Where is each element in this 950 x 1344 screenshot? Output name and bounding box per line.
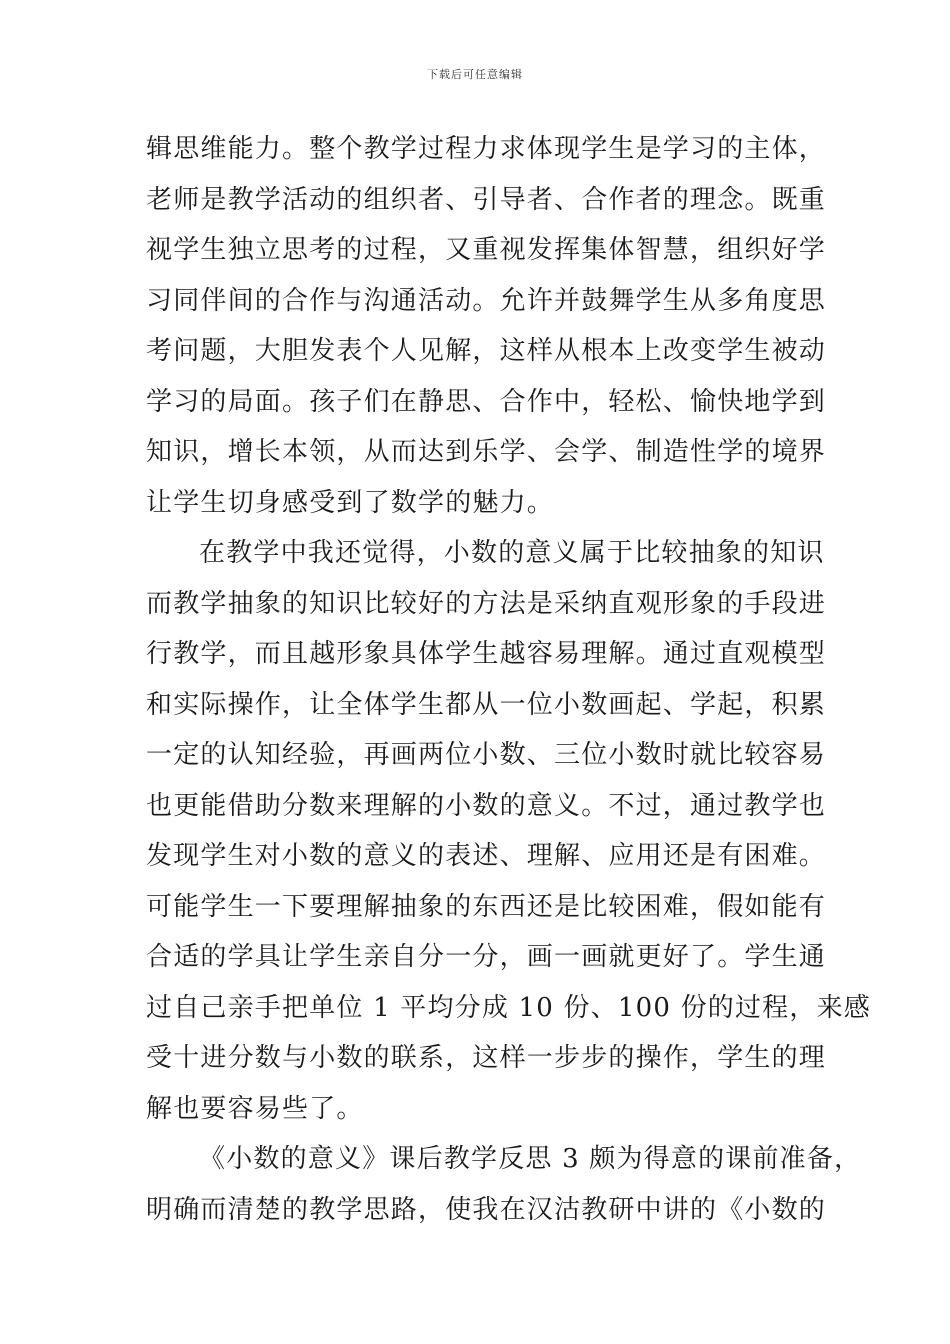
text-line: 和实际操作，让全体学生都从一位小数画起、学起，积累 — [146, 689, 827, 720]
paragraph-2 — [146, 528, 871, 1134]
text-line: 合适的学具让学生亲自分一分，画一画就更好了。学生通 — [146, 942, 827, 972]
text-line: 解也要容易些了。 — [146, 1093, 364, 1124]
text-line: 辑思维能力。整个教学过程力求体现学生是学习的主体， — [146, 134, 827, 164]
paragraph-1 — [146, 124, 827, 528]
paragraph-3 — [146, 1134, 862, 1235]
text-line: 让学生切身感受到了数学的魅力。 — [146, 487, 555, 518]
text-line: 明确而清楚的教学思路，使我在汉沽教研中讲的《小数的 — [146, 1194, 827, 1225]
text-line: 行教学，而且越形象具体学生越容易理解。通过直观模型 — [146, 639, 827, 669]
text-line: 发现学生对小数的意义的表述、理解、应用还是有困难。 — [146, 841, 827, 871]
document-body — [146, 124, 871, 1235]
text-line: 在教学中我还觉得，小数的意义属于比较抽象的知识 — [199, 538, 825, 568]
page-header: 下载后可任意编辑 — [427, 68, 523, 81]
text-line: 《小数的意义》课后教学反思 3 颇为得意的课前准备， — [199, 1144, 862, 1174]
text-line: 习同伴间的合作与沟通活动。允许并鼓舞学生从多角度思 — [146, 285, 827, 316]
text-line: 也更能借助分数来理解的小数的意义。不过，通过教学也 — [146, 790, 827, 821]
text-line: 学习的局面。孩子们在静思、合作中，轻松、愉快地学到 — [146, 386, 827, 417]
text-line: 知识，增长本领，从而达到乐学、会学、制造性学的境界 — [146, 437, 827, 467]
text-line: 过自己亲手把单位 1 平均分成 10 份、100 份的过程，来感 — [146, 992, 871, 1023]
text-line: 老师是教学活动的组织者、引导者、合作者的理念。既重 — [146, 184, 827, 215]
text-line: 可能学生一下要理解抽象的东西还是比较困难，假如能有 — [146, 891, 827, 922]
text-line: 一定的认知经验，再画两位小数、三位小数时就比较容易 — [146, 740, 827, 770]
text-line: 而教学抽象的知识比较好的方法是采纳直观形象的手段进 — [146, 588, 827, 619]
text-line: 考问题，大胆发表个人见解，这样从根本上改变学生被动 — [146, 336, 827, 366]
text-line: 受十进分数与小数的联系，这样一步步的操作，学生的理 — [146, 1043, 827, 1073]
text-line: 视学生独立思考的过程，又重视发挥集体智慧，组织好学 — [146, 235, 827, 265]
